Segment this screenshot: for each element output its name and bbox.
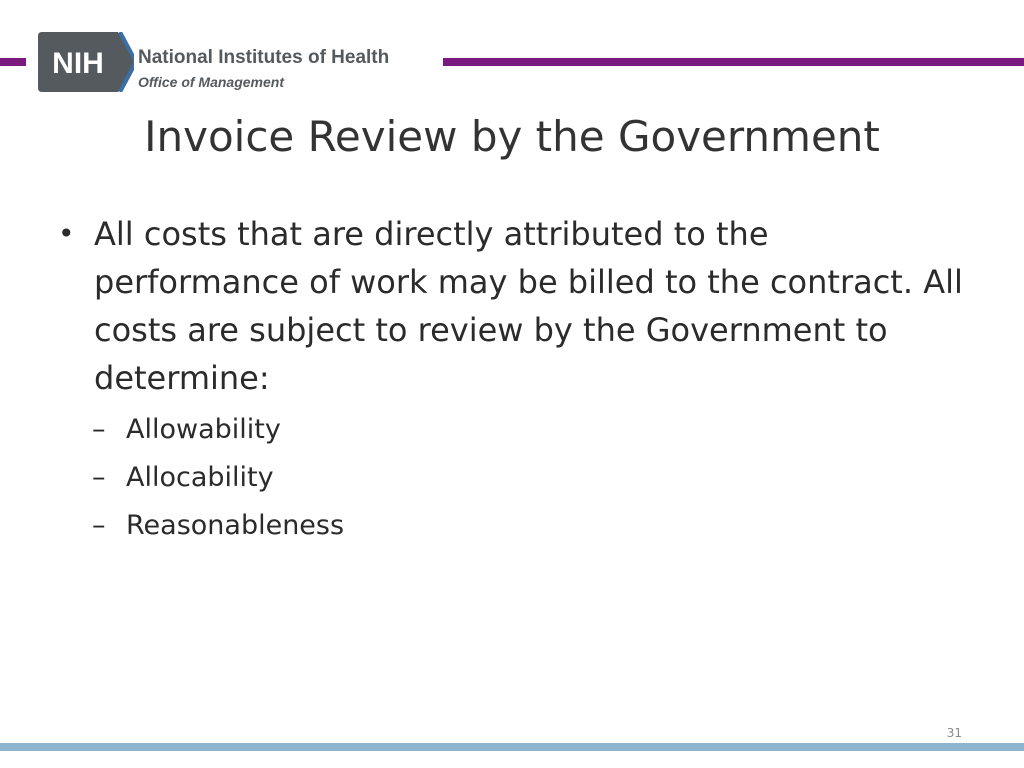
sub-bullet-text: Reasonableness (126, 510, 345, 541)
main-bullet-text: All costs that are directly attributed to the performance of work may be billed to the contract. All costs are subject to review by the Government to determine: (94, 215, 963, 397)
sub-bullet-text: Allowability (126, 414, 281, 445)
sub-bullet-item (58, 502, 978, 550)
nih-badge-icon (38, 32, 134, 92)
footer-bar (0, 743, 1024, 751)
main-bullet (58, 210, 978, 402)
logo-badge-text: NIH (52, 47, 104, 80)
dash-marker: – (92, 462, 106, 493)
slide-title: Invoice Review by the Government (144, 112, 880, 161)
dash-marker: – (92, 414, 106, 445)
page-number: 31 (946, 726, 962, 740)
org-name: National Institutes of Health (138, 47, 390, 68)
sub-bullet-item (58, 406, 978, 454)
org-subtitle: Office of Management (138, 74, 284, 90)
slide-header (0, 28, 1024, 94)
sub-bullet-text: Allocability (126, 462, 274, 493)
header-accent-bar-left (0, 58, 26, 66)
bullet-marker: • (58, 217, 75, 250)
dash-marker: – (92, 510, 106, 541)
sub-bullet-item (58, 454, 978, 502)
sub-bullet-list (58, 406, 978, 550)
nih-logo (38, 32, 438, 94)
slide-content (58, 210, 978, 550)
header-accent-bar-right (443, 58, 1024, 66)
